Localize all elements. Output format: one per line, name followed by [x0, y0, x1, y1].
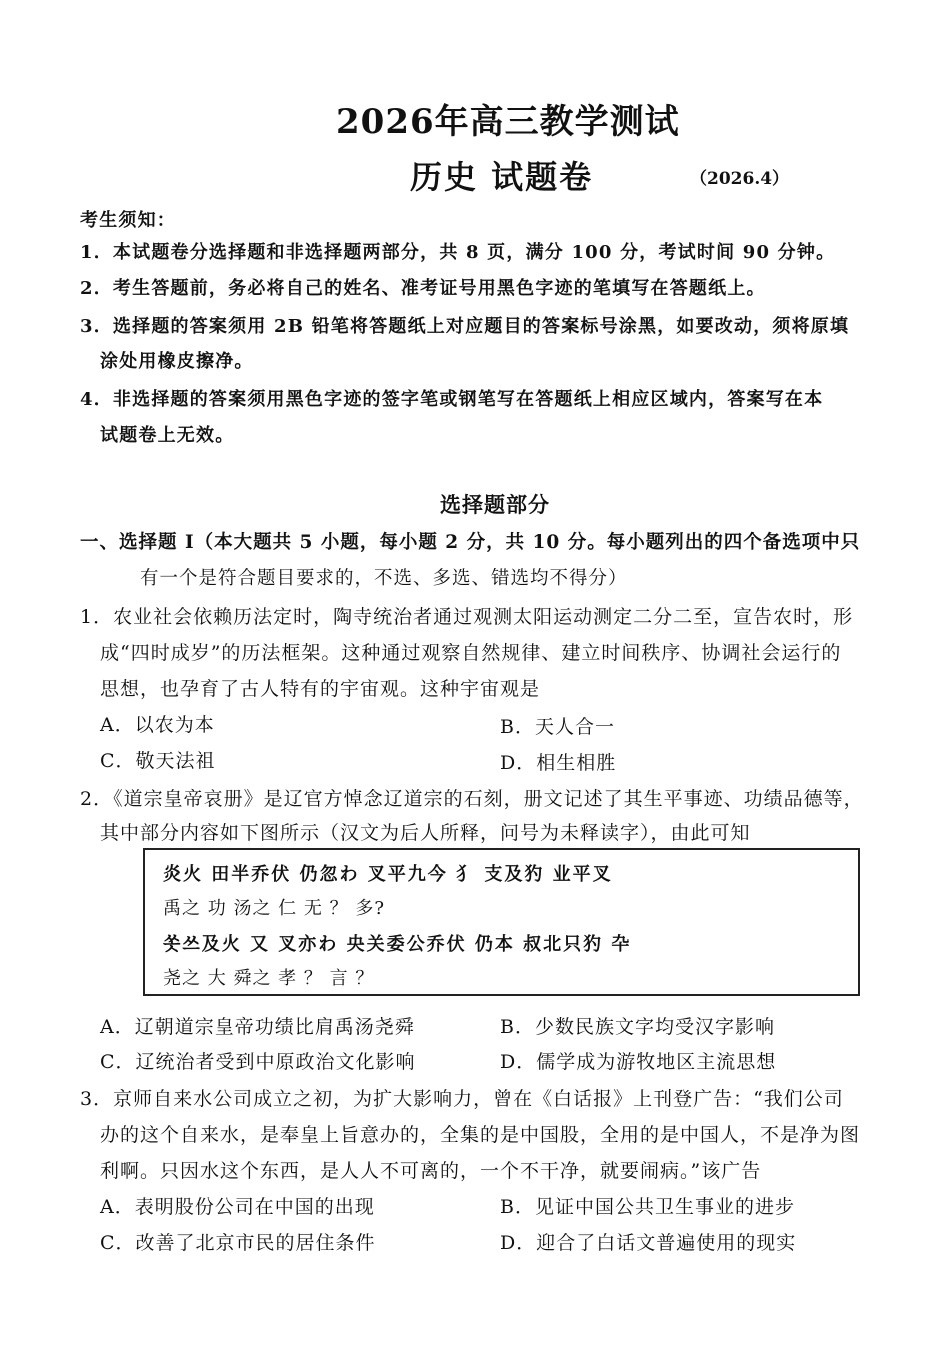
part-instructions: 一、选择题 Ⅰ（本大题共 5 小题，每小题 2 分，共 10 分。每小题列出的四个备选项中只 [80, 532, 861, 553]
q2-stem-line1: 2．《道宗皇帝哀册》是辽官方悼念辽道宗的石刻，册文记述了其生平事迹、功绩品德等， [80, 788, 864, 810]
q1-option-d[interactable]: D．相生相胜 [500, 752, 617, 774]
khitan-script-row-1: 炎火 田半乔伏 仍忽わ 叉平九今 犭 支及犳 业平叉 [163, 864, 613, 885]
notice-heading: 考生须知： [80, 210, 176, 231]
q1-stem-line3: 思想，也孕育了古人特有的宇宙观。这种宇宙观是 [100, 678, 541, 700]
q3-option-c[interactable]: C．改善了北京市民的居住条件 [100, 1232, 376, 1254]
q3-option-b[interactable]: B．见证中国公共卫生事业的进步 [500, 1196, 795, 1218]
khitan-gloss-row-1: 禹之 功 汤之 仁 无 ？ 多? [163, 898, 385, 919]
q3-stem-line2: 办的这个自来水，是奉皇上旨意办的，全集的是中国股，全用的是中国人，不是净为图 [100, 1124, 861, 1146]
q1-stem-line1: 1．农业社会依赖历法定时，陶寺统治者通过观测太阳运动测定二分二至，宣告农时，形 [80, 606, 854, 628]
part-instructions-cont: 有一个是符合题目要求的，不选、多选、错选均不得分） [140, 568, 628, 589]
q1-stem-line2: 成“四时成岁”的历法框架。这种通过观察自然规律、建立时间秩序、协调社会运行的 [100, 642, 842, 664]
page-subtitle: 历史 试题卷 [410, 158, 594, 196]
q2-stem-line2: 其中部分内容如下图所示（汉文为后人所释，问号为未释读字），由此可知 [100, 822, 751, 844]
q2-option-b[interactable]: B．少数民族文字均受汉字影响 [500, 1016, 775, 1038]
notice-item-4-cont: 试题卷上无效。 [100, 425, 235, 446]
notice-item-3: 3．选择题的答案须用 2B 铅笔将答题纸上对应题目的答案标号涂黑，如要改动，须将原填 [80, 316, 850, 337]
q2-option-d[interactable]: D．儒学成为游牧地区主流思想 [500, 1051, 777, 1073]
section-title: 选择题部分 [440, 492, 550, 517]
q1-option-c[interactable]: C．敬天法祖 [100, 750, 216, 772]
q2-option-a[interactable]: A．辽朝道宗皇帝功绩比肩禹汤尧舜 [100, 1016, 415, 1038]
q3-stem-line1: 3．京师自来水公司成立之初，为扩大影响力，曾在《白话报》上刊登广告：“我们公司 [80, 1088, 844, 1110]
khitan-script-row-2: 쏫쓰及火 又 叉亦わ 央关委公乔伏 仍本 叔北只犳 卆 [163, 934, 632, 955]
q3-option-a[interactable]: A．表明股份公司在中国的出现 [100, 1196, 375, 1218]
notice-item-2: 2．考生答题前，务必将自己的姓名、准考证号用黑色字迹的笔填写在答题纸上。 [80, 278, 766, 299]
q1-option-b[interactable]: B．天人合一 [500, 716, 615, 738]
notice-item-1: 1．本试题卷分选择题和非选择题两部分，共 8 页，满分 100 分，考试时间 90 分钟。 [80, 242, 836, 263]
exam-date: （2026.4） [690, 169, 790, 189]
page-title: 2026年高三教学测试 [336, 102, 680, 142]
q1-option-a[interactable]: A．以农为本 [100, 714, 215, 736]
q2-option-c[interactable]: C．辽统治者受到中原政治文化影响 [100, 1051, 416, 1073]
khitan-gloss-row-2: 尧之 大 舜之 孝 ？ 言 ？ [163, 968, 375, 989]
notice-item-3-cont: 涂处用橡皮擦净。 [100, 351, 254, 372]
notice-item-4: 4．非选择题的答案须用黑色字迹的签字笔或钢笔写在答题纸上相应区域内，答案写在本 [80, 389, 824, 410]
q3-stem-line3: 利啊。只因水这个东西，是人人不可离的，一个不干净，就要闹病。”该广告 [100, 1160, 762, 1182]
q3-option-d[interactable]: D．迎合了白话文普遍使用的现实 [500, 1232, 797, 1254]
khitan-inscription-figure [143, 848, 860, 996]
